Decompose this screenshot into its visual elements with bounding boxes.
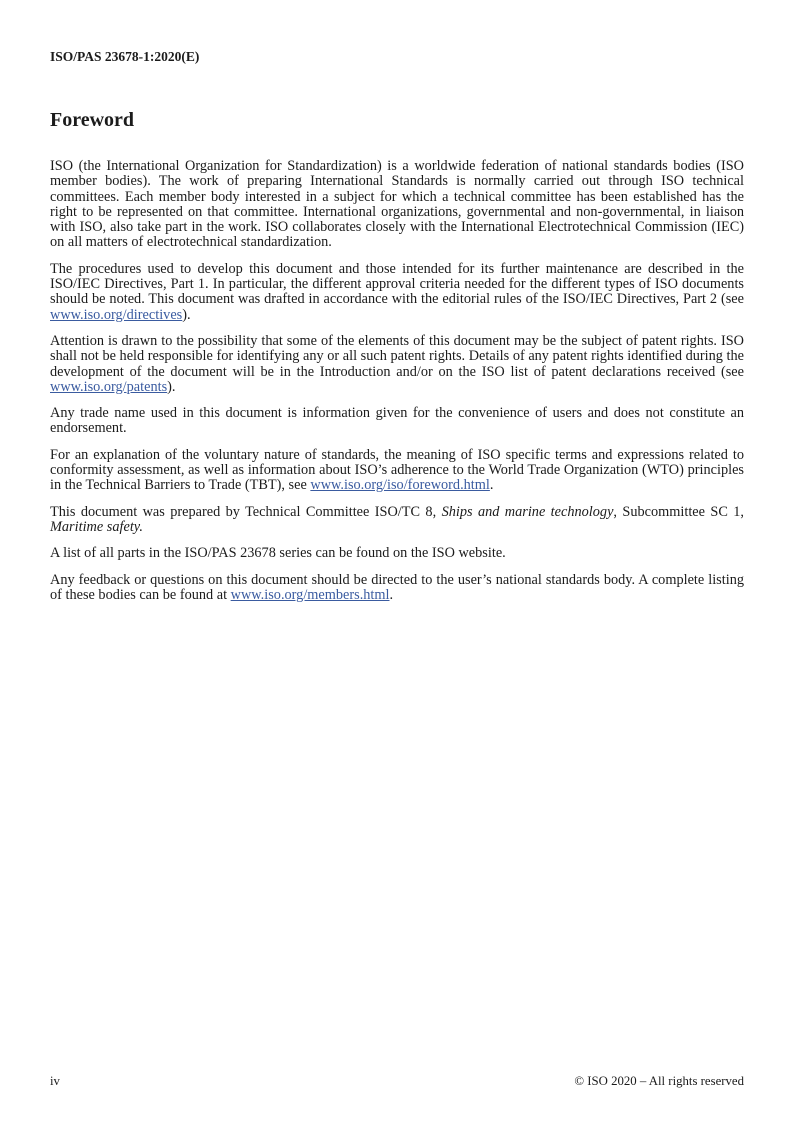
- text-run: ).: [182, 306, 191, 323]
- paragraph: [50, 505, 744, 536]
- text-run: The procedures used to develop this document and those intended for its further maintenance are described in the ISO/IEC Directives, Part 1. In particular, the different approval criteria needed for the different types of ISO documents should be noted. This document was drafted in accordance with the editorial rules of the ISO/IEC Directives, Part 2 (see: [50, 260, 744, 308]
- page-title: Foreword: [50, 109, 135, 131]
- text-run: ISO (the International Organization for Standardization) is a worldwide federation of national standards bodies (ISO member bodies). The work of preparing International Standards is normally carried out through ISO technical committees. Each member body interested in a subject for which a technical committee has been established has the right to be represented on that committee. International organizations, governmental and non-governmental, in liaison with ISO, also take part in the work. ISO collaborates closely with the International Electrotechnical Commission (IEC) on all matters of electrotechnical standardization.: [50, 158, 744, 251]
- paragraph: [50, 406, 744, 437]
- document-reference: ISO/PAS 23678-1:2020(E): [50, 49, 200, 64]
- text-run: A list of all parts in the ISO/PAS 23678 series can be found on the ISO website.: [50, 545, 506, 562]
- text-run: For an explanation of the voluntary nature of standards, the meaning of ISO specific terms and expressions related to conformity assessment, as well as information about ISO’s adherence to the World Trade Organization (WTO) principles in the Technical Barriers to Trade (TBT), see: [50, 446, 744, 494]
- text-run: Attention is drawn to the possibility that some of the elements of this document may be the subject of patent rights. ISO shall not be held responsible for identifying any or all such patent rights. Details of any patent rights identified during the development of the document will be in the Introduction and/or on the ISO list of patent declarations received (see: [50, 332, 744, 380]
- paragraph: [50, 159, 744, 251]
- hyperlink[interactable]: www.iso.org/iso/foreword.html: [310, 477, 490, 494]
- text-run: .: [489, 477, 494, 494]
- text-run: .: [389, 586, 394, 603]
- text-run: Maritime safety.: [50, 518, 143, 535]
- paragraph: [50, 546, 744, 561]
- paragraph: [50, 262, 744, 323]
- paragraph: [50, 334, 744, 395]
- copyright-notice: © ISO 2020 – All rights reserved: [574, 1074, 744, 1088]
- text-run: Any feedback or questions on this document should be directed to the user’s national standards body. A complete listing of these bodies can be found at: [50, 571, 744, 603]
- paragraph: [50, 573, 744, 604]
- text-run: , Subcommittee SC 1,: [613, 503, 744, 520]
- hyperlink[interactable]: www.iso.org/directives: [50, 306, 183, 323]
- text-run: ).: [167, 378, 176, 395]
- text-run: Any trade name used in this document is information given for the convenience of users and does not constitute an endorsement.: [50, 405, 744, 437]
- foreword-body: [50, 159, 744, 603]
- page-number: iv: [50, 1074, 60, 1088]
- text-run: This document was prepared by Technical Committee ISO/TC 8,: [50, 503, 442, 520]
- hyperlink[interactable]: www.iso.org/patents: [50, 378, 168, 395]
- paragraph: [50, 448, 744, 494]
- hyperlink[interactable]: www.iso.org/members.html: [230, 586, 390, 603]
- text-run: Ships and marine technology: [441, 503, 614, 520]
- page-footer: [50, 1074, 744, 1088]
- page-header: [50, 49, 744, 64]
